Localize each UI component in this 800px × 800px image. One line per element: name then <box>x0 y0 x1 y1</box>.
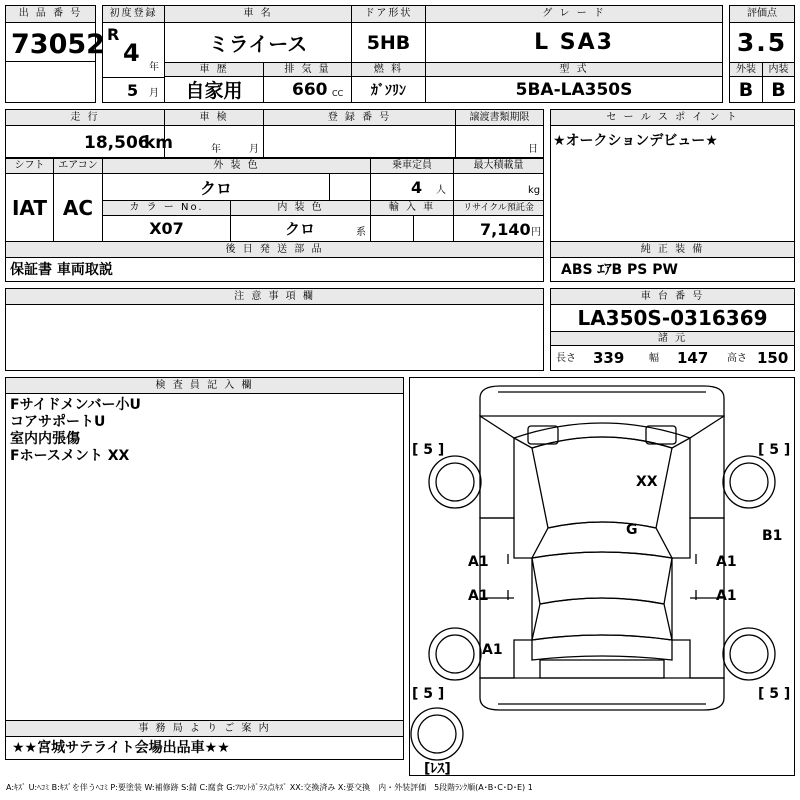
car-diagram-panel <box>409 377 795 776</box>
fuel-value: ｶﾞｿﾘﾝ <box>371 82 406 99</box>
width-value: 147 <box>677 349 709 367</box>
mileage-value: 18,506 <box>84 133 150 153</box>
door-cell <box>351 22 426 63</box>
transfer-label: 譲渡書類期限 <box>455 109 544 126</box>
door-label: ドア形状 <box>351 5 426 23</box>
first-reg-month-cell <box>102 77 165 103</box>
reg-no-label: 登 録 番 号 <box>263 109 456 126</box>
km-unit: km <box>144 133 174 153</box>
max-load-label: 最大積載量 <box>453 158 544 174</box>
history-label: 車 歴 <box>164 62 264 77</box>
series-unit: 系 <box>356 227 366 238</box>
car-name-value: ミライース <box>208 32 308 56</box>
cc-unit: CC <box>332 89 344 98</box>
interior-grade-cell <box>762 76 795 103</box>
chassis-label: 車 台 番 号 <box>550 288 795 305</box>
transfer-day-unit: 日 <box>528 144 538 155</box>
ext-color-blank <box>329 173 371 201</box>
sales-point-cell <box>550 125 795 257</box>
specs-cell <box>550 345 795 371</box>
length-label: 長さ <box>556 353 576 364</box>
later-parts-label: 後 日 発 送 部 品 <box>5 241 544 258</box>
notes-cell <box>5 304 544 371</box>
height-label: 高さ <box>727 353 747 364</box>
inspector-cell <box>5 393 404 721</box>
legend-footer: A:ｷｽﾞ U:ﾍｺﾐ B:ｷｽﾞを伴うﾍｺﾐ P:要塗装 W:補修跡 S:錆 C:腐食 G:ﾌﾛﾝﾄｶﾞﾗｽ点ｷｽﾞ XX:交換済み X:要交換 内・外装評価 5段階ﾗﾝｸ順(A･B･C･D･E) 1 <box>6 783 533 792</box>
specs-label: 諸 元 <box>550 331 795 346</box>
recycle-cell <box>453 215 544 242</box>
transfer-cell <box>455 125 544 158</box>
lot-no-cell <box>5 22 105 62</box>
inspector-note-line: コアサポートU <box>10 414 106 430</box>
model-cell <box>425 76 723 103</box>
windshield-mark: G <box>626 522 638 538</box>
reg-month-value: 5 <box>127 81 139 100</box>
exterior-label: 外装 <box>729 62 763 77</box>
import-cell-b <box>413 215 454 242</box>
shift-value: IAT <box>11 195 47 220</box>
seats-value: 4 <box>411 178 423 197</box>
tire-front-left-mark: [ 5 ] <box>412 442 445 458</box>
reg-year-value: 4 <box>123 39 140 67</box>
first-reg-year-cell <box>102 22 165 78</box>
shift-label: シフト <box>5 158 54 174</box>
history-cell <box>164 76 264 103</box>
grade-value: L SA3 <box>534 30 614 55</box>
color-no-value: X07 <box>149 219 184 238</box>
inspection-label: 車 検 <box>164 109 264 126</box>
later-parts-cell <box>5 257 544 282</box>
inspection-year-unit: 年 <box>211 144 221 155</box>
int-color-label: 内 装 色 <box>230 200 371 216</box>
seats-cell <box>370 173 454 201</box>
tire-front-right-mark: [ 5 ] <box>758 442 791 458</box>
aircon-label: エアコン <box>53 158 103 174</box>
chassis-cell <box>550 304 795 332</box>
displacement-value: 660 <box>292 80 328 100</box>
year-unit: 年 <box>149 62 159 73</box>
aircon-value: AC <box>62 195 94 220</box>
front-door-left-mark: A1 <box>468 554 489 570</box>
seat-unit: 人 <box>436 185 446 196</box>
yen-unit: 円 <box>531 227 541 238</box>
later-parts-value: 保証書 車両取説 <box>10 262 113 278</box>
tire-rear-right-mark: [ 5 ] <box>758 686 791 702</box>
lot-no-blank <box>5 61 96 103</box>
model-value: 5BA-LA350S <box>515 79 633 100</box>
office-value: ★★宮城サテライト会場出品車★★ <box>12 740 230 756</box>
displacement-cell <box>263 76 352 103</box>
int-color-cell <box>230 215 371 242</box>
lot-no-value: 73052 <box>11 29 105 60</box>
score-value: 3.5 <box>736 28 788 57</box>
grade-cell <box>425 22 723 63</box>
int-color-value: クロ <box>285 220 316 238</box>
ext-color-value: クロ <box>199 178 232 198</box>
inspection-cell <box>164 125 264 158</box>
import-label: 輸 入 車 <box>370 200 454 216</box>
shift-cell <box>5 173 54 242</box>
seats-label: 乗車定員 <box>370 158 454 174</box>
inspector-label: 検 査 員 記 入 欄 <box>5 377 404 394</box>
inspector-notes <box>10 397 141 465</box>
inspection-month-unit: 月 <box>249 144 259 155</box>
displacement-label: 排 気 量 <box>263 62 352 77</box>
reg-no-cell <box>263 125 456 158</box>
inspector-note-line: Fサイドメンバー小U <box>10 397 141 413</box>
chassis-value: LA350S-0316369 <box>577 306 768 330</box>
genuine-cell <box>550 257 795 282</box>
height-value: 150 <box>757 349 789 367</box>
max-load-cell <box>453 173 544 201</box>
recycle-label: リサイクル預託金 <box>453 200 544 216</box>
inspector-note-line: 室内内張傷 <box>10 431 80 447</box>
inspector-note-line: Fホースメント XX <box>10 448 130 464</box>
recycle-value: 7,140 <box>480 220 531 239</box>
spare-mark: [ﾚｽ] <box>424 761 451 775</box>
car-diagram <box>410 378 794 775</box>
car-name-cell <box>164 22 352 63</box>
sales-point-label: セ ー ル ス ポ イ ン ト <box>550 109 795 126</box>
fuel-label: 燃 料 <box>351 62 426 77</box>
sales-point-value: ★オークションデビュー★ <box>553 133 718 149</box>
tire-rear-left-mark: [ 5 ] <box>412 686 445 702</box>
import-cell-a <box>370 215 414 242</box>
genuine-value: ABS ｴｱB PS PW <box>561 262 678 278</box>
lot-no-label: 出 品 番 号 <box>5 5 96 23</box>
mileage-label: 走 行 <box>5 109 165 126</box>
width-label: 幅 <box>649 353 659 364</box>
ext-color-cell <box>102 173 330 201</box>
exterior-grade-cell <box>729 76 763 103</box>
era-value: R <box>107 25 120 44</box>
front-door-right-mark: A1 <box>716 554 737 570</box>
interior-grade-value: B <box>771 78 786 101</box>
fuel-cell <box>351 76 426 103</box>
mileage-cell <box>5 125 174 158</box>
notes-label: 注 意 事 項 欄 <box>5 288 544 305</box>
car-name-label: 車 名 <box>164 5 352 23</box>
kg-unit: kg <box>528 185 541 196</box>
color-no-cell <box>102 215 231 242</box>
right-fender-mark: B1 <box>762 528 783 544</box>
score-label: 評価点 <box>729 5 795 23</box>
office-label: 事 務 局 よ り ご 案 内 <box>5 720 404 737</box>
length-value: 339 <box>593 349 625 367</box>
first-reg-label: 初度登録 <box>102 5 165 23</box>
hood-mark: XX <box>636 474 658 490</box>
history-value: 自家用 <box>185 80 243 102</box>
quarter-left-mark: A1 <box>482 642 503 658</box>
aircon-cell <box>53 173 103 242</box>
exterior-grade-value: B <box>738 78 754 101</box>
grade-label: グ レ ー ド <box>425 5 723 23</box>
office-cell <box>5 736 404 760</box>
rear-door-left-mark: A1 <box>468 588 489 604</box>
model-label: 型 式 <box>425 62 723 77</box>
interior-label: 内装 <box>762 62 795 77</box>
color-no-label: カ ラ ー No. <box>102 200 231 216</box>
rear-door-right-mark: A1 <box>716 588 737 604</box>
door-value: 5HB <box>366 31 411 54</box>
genuine-label: 純 正 装 備 <box>550 241 795 258</box>
score-cell <box>729 22 795 63</box>
month-unit: 月 <box>149 88 159 99</box>
ext-color-label: 外 装 色 <box>102 158 371 174</box>
